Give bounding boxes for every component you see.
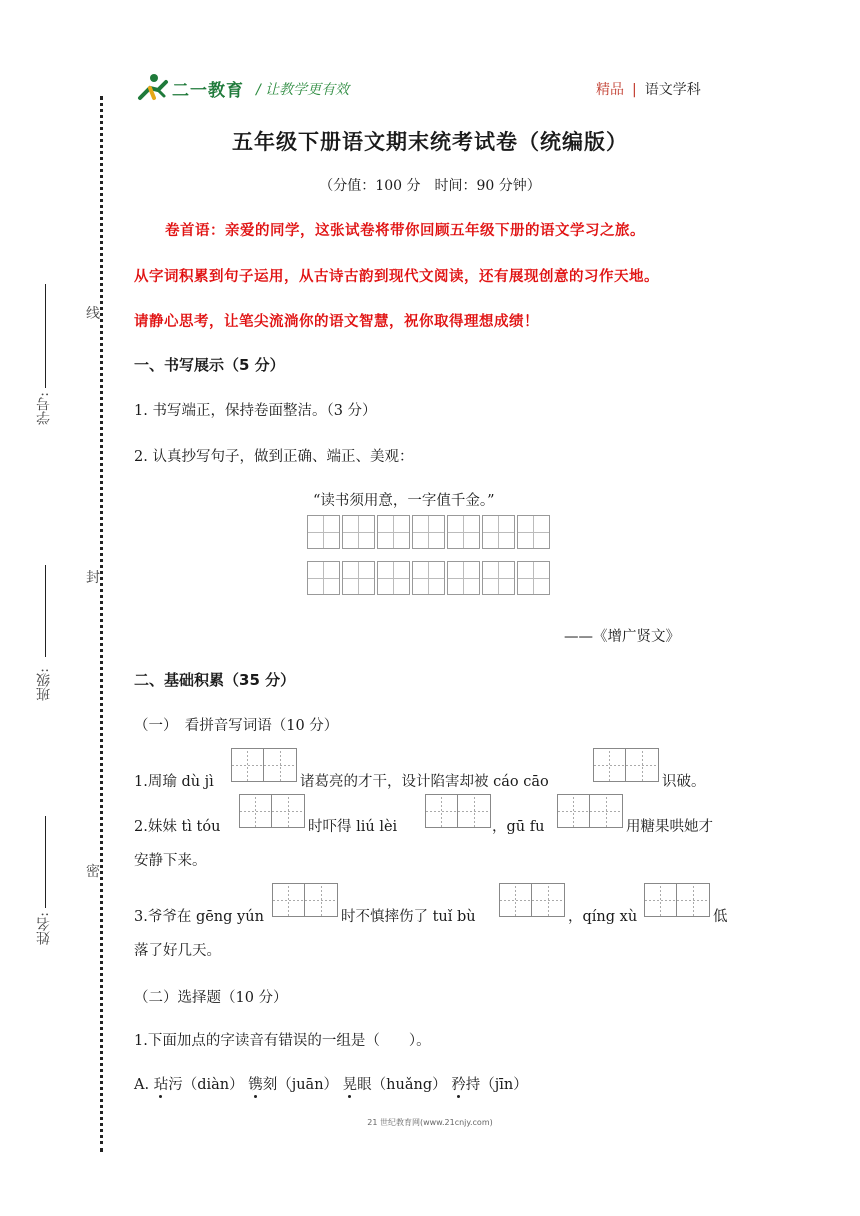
- option-text: 刻（juān）: [262, 1077, 339, 1093]
- student-id-label: 学号:: [36, 392, 52, 425]
- writing-cell[interactable]: [412, 515, 445, 549]
- pinyin-line3-d: 低: [713, 909, 728, 925]
- pinyin-line2-c: ，gū fu: [492, 819, 545, 835]
- writing-cell[interactable]: [307, 515, 340, 549]
- writing-cell[interactable]: [377, 561, 410, 595]
- section1-heading: 一、书写展示（5 分）: [134, 356, 285, 374]
- class-line: [45, 565, 46, 657]
- pinyin-line2-b: 时吓得 liú lèi: [308, 819, 398, 835]
- pinyin-line1-a: 1.周瑜 dù jì: [134, 774, 214, 790]
- writing-cell[interactable]: [517, 561, 550, 595]
- pinyin-line2-a: 2.妹妹 tì tóu: [134, 819, 221, 835]
- exam-title: 五年级下册语文期末统考试卷（统编版）: [232, 129, 628, 154]
- option-text: 持（jīn）: [465, 1077, 528, 1093]
- pinyin-line3-b: 时不慎摔伤了 tuǐ bù: [341, 909, 476, 925]
- binding-char-secret: 密: [86, 858, 100, 884]
- brand-slogan: / 让教学更有效: [256, 82, 350, 98]
- pinyin-line2-d: 用糖果哄她才: [626, 819, 713, 835]
- pinyin-line1-b: 诸葛亮的才干，设计陷害却被 cáo cāo: [300, 774, 549, 790]
- writing-cell[interactable]: [482, 561, 515, 595]
- header-subject: [596, 79, 701, 99]
- writing-cell[interactable]: [412, 561, 445, 595]
- writing-cell[interactable]: [447, 561, 480, 595]
- answer-box-duji[interactable]: [231, 748, 297, 782]
- student-id-line: [45, 284, 46, 388]
- preface-line-2: 从字词积累到句子运用，从古诗古韵到现代文阅读，还有展现创意的习作天地。: [134, 268, 659, 285]
- writing-cell[interactable]: [307, 561, 340, 595]
- preface-line-3: 请静心思考，让笔尖流淌你的语文智慧，祝你取得理想成绩！: [134, 313, 539, 330]
- section1-q1: 1. 书写端正，保持卷面整洁。（3 分）: [134, 403, 377, 419]
- writing-cell[interactable]: [517, 515, 550, 549]
- name-label: 姓名:: [36, 912, 52, 945]
- section1-q2: 2. 认真抄写句子，做到正确、端正、美观：: [134, 449, 414, 465]
- option-text: 污（diàn）: [168, 1077, 244, 1093]
- part1-heading: （一） 看拼音写词语（10 分）: [134, 718, 339, 734]
- brand-name: 二一教育: [172, 81, 244, 101]
- quote-source: ——《增广贤文》: [564, 629, 680, 645]
- binding-char-seal: 封: [86, 564, 100, 590]
- dotted-char: 玷: [153, 1077, 169, 1093]
- mc-option-a[interactable]: [134, 1073, 528, 1094]
- class-label: 班级:: [36, 668, 52, 701]
- writing-cell[interactable]: [482, 515, 515, 549]
- dotted-char: 镌: [248, 1077, 263, 1093]
- preface-line-1: 卷首语：亲爱的同学，这张试卷将带你回顾五年级下册的语文学习之旅。: [165, 222, 645, 239]
- copy-quote: “读书须用意，一字值千金。”: [313, 493, 495, 509]
- exam-subtitle: （分值：100 分 时间：90 分钟）: [319, 178, 541, 194]
- writing-cell[interactable]: [377, 515, 410, 549]
- pinyin-line3-e: 落了好几天。: [134, 943, 221, 959]
- binding-dotted-line: [100, 96, 103, 1152]
- answer-box-caocao[interactable]: [593, 748, 659, 782]
- name-line: [45, 816, 46, 908]
- answer-box-qingxu[interactable]: [644, 883, 710, 917]
- section2-heading: 二、基础积累（35 分）: [134, 671, 296, 689]
- answer-box-liulei[interactable]: [425, 794, 491, 828]
- binding-char-line: 线: [86, 300, 100, 326]
- writing-grid-row-1[interactable]: [307, 515, 552, 549]
- pinyin-line3-c: ，qíng xù: [568, 909, 638, 925]
- page-footer: 21 世纪教育网(www.21cnjy.com): [367, 1118, 493, 1127]
- writing-cell[interactable]: [342, 561, 375, 595]
- mc-question-1: 1.下面加点的字读音有错误的一组是（ ）。: [134, 1033, 431, 1049]
- writing-grid-row-2[interactable]: [307, 561, 552, 595]
- pinyin-line1-c: 识破。: [662, 774, 706, 790]
- pinyin-line3-a: 3.爷爷在 gēng yún: [134, 909, 264, 925]
- quality-tag: 精品: [596, 82, 624, 98]
- answer-box-gengyun[interactable]: [272, 883, 338, 917]
- subject-label: 语文学科: [644, 82, 701, 98]
- option-label: A.: [134, 1077, 150, 1093]
- header-separator: |: [632, 82, 637, 98]
- pinyin-line2-e: 安静下来。: [134, 853, 207, 869]
- answer-box-gufu[interactable]: [557, 794, 623, 828]
- writing-cell[interactable]: [447, 515, 480, 549]
- runner-logo-icon: [134, 72, 174, 102]
- option-text: 眼（huǎng）: [357, 1077, 447, 1093]
- answer-box-tuibu[interactable]: [499, 883, 565, 917]
- part2-heading: （二）选择题（10 分）: [134, 990, 288, 1006]
- dotted-char: 矜: [451, 1077, 466, 1093]
- dotted-char: 晃: [342, 1077, 358, 1093]
- writing-cell[interactable]: [342, 515, 375, 549]
- answer-box-titou[interactable]: [239, 794, 305, 828]
